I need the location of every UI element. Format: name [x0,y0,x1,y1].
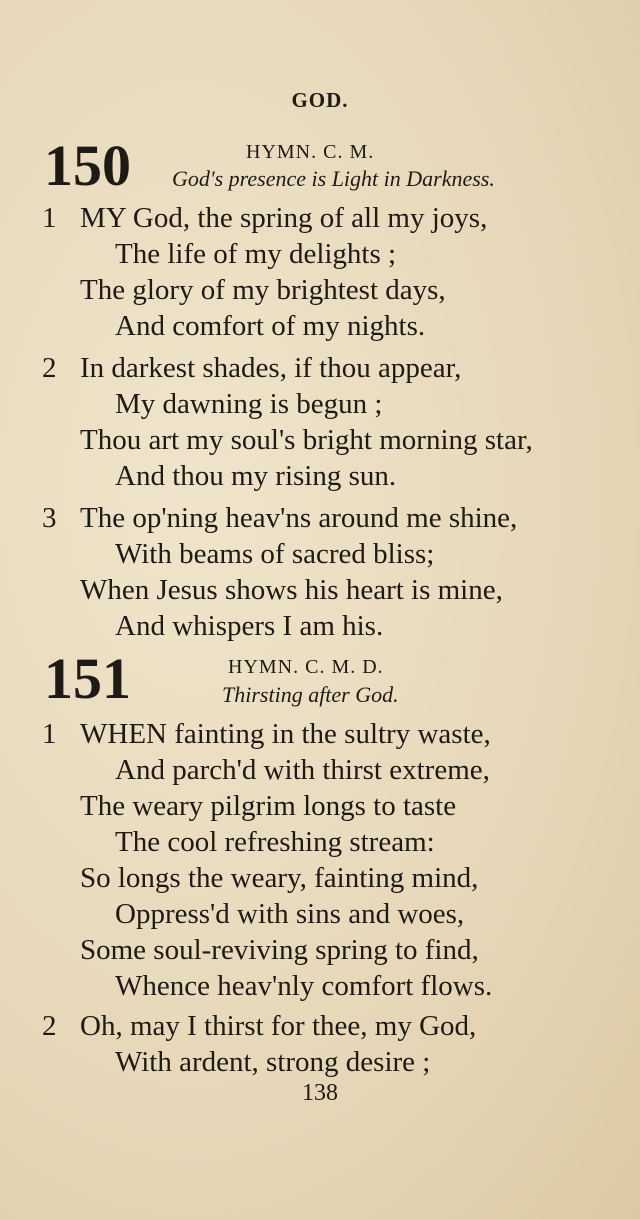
hymn-meter: HYMN. C. M. D. [228,656,384,678]
verse-line: My dawning is begun ; [115,388,383,420]
hymn-meter: HYMN. C. M. [246,141,375,163]
verse-line: And whispers I am his. [115,610,384,642]
verse-line: Thou art my soul's bright morning star, [80,424,533,456]
stanza-number: 1 [42,202,57,234]
verse-line: With ardent, strong desire ; [115,1046,431,1078]
verse-line: MY God, the spring of all my joys, [80,202,488,234]
page-header: GOD. [291,88,349,112]
page-number: 138 [302,1080,338,1106]
stanza-number: 3 [42,502,57,534]
verse-line: Oppress'd with sins and woes, [115,898,465,930]
hymn-title: God's presence is Light in Darkness. [172,166,495,191]
hymn-number: 151 [44,646,131,711]
verse-line: And comfort of my nights. [115,310,426,342]
verse-line: When Jesus shows his heart is mine, [80,574,503,606]
stanza-number: 1 [42,718,57,750]
stanza-number: 2 [42,352,57,384]
verse-line: The life of my delights ; [115,238,397,270]
stanza-number: 2 [42,1010,57,1042]
hymn-title: Thirsting after God. [222,682,399,707]
verse-line: Whence heav'nly comfort flows. [115,970,493,1002]
verse-line: The cool refreshing stream: [115,826,435,858]
verse-line: Oh, may I thirst for thee, my God, [80,1010,477,1042]
verse-line: The op'ning heav'ns around me shine, [80,502,518,534]
verse-line: So longs the weary, fainting mind, [80,862,479,894]
verse-line: With beams of sacred bliss; [115,538,435,570]
verse-line: The glory of my brightest days, [80,274,446,306]
verse-line: WHEN fainting in the sultry waste, [80,718,491,750]
verse-line: Some soul-reviving spring to find, [80,934,479,966]
verse-line: In darkest shades, if thou appear, [80,352,462,384]
verse-line: And thou my rising sun. [115,460,397,492]
verse-line: And parch'd with thirst extreme, [115,754,490,786]
verse-line: The weary pilgrim longs to taste [80,790,457,822]
hymn-number: 150 [44,133,131,198]
